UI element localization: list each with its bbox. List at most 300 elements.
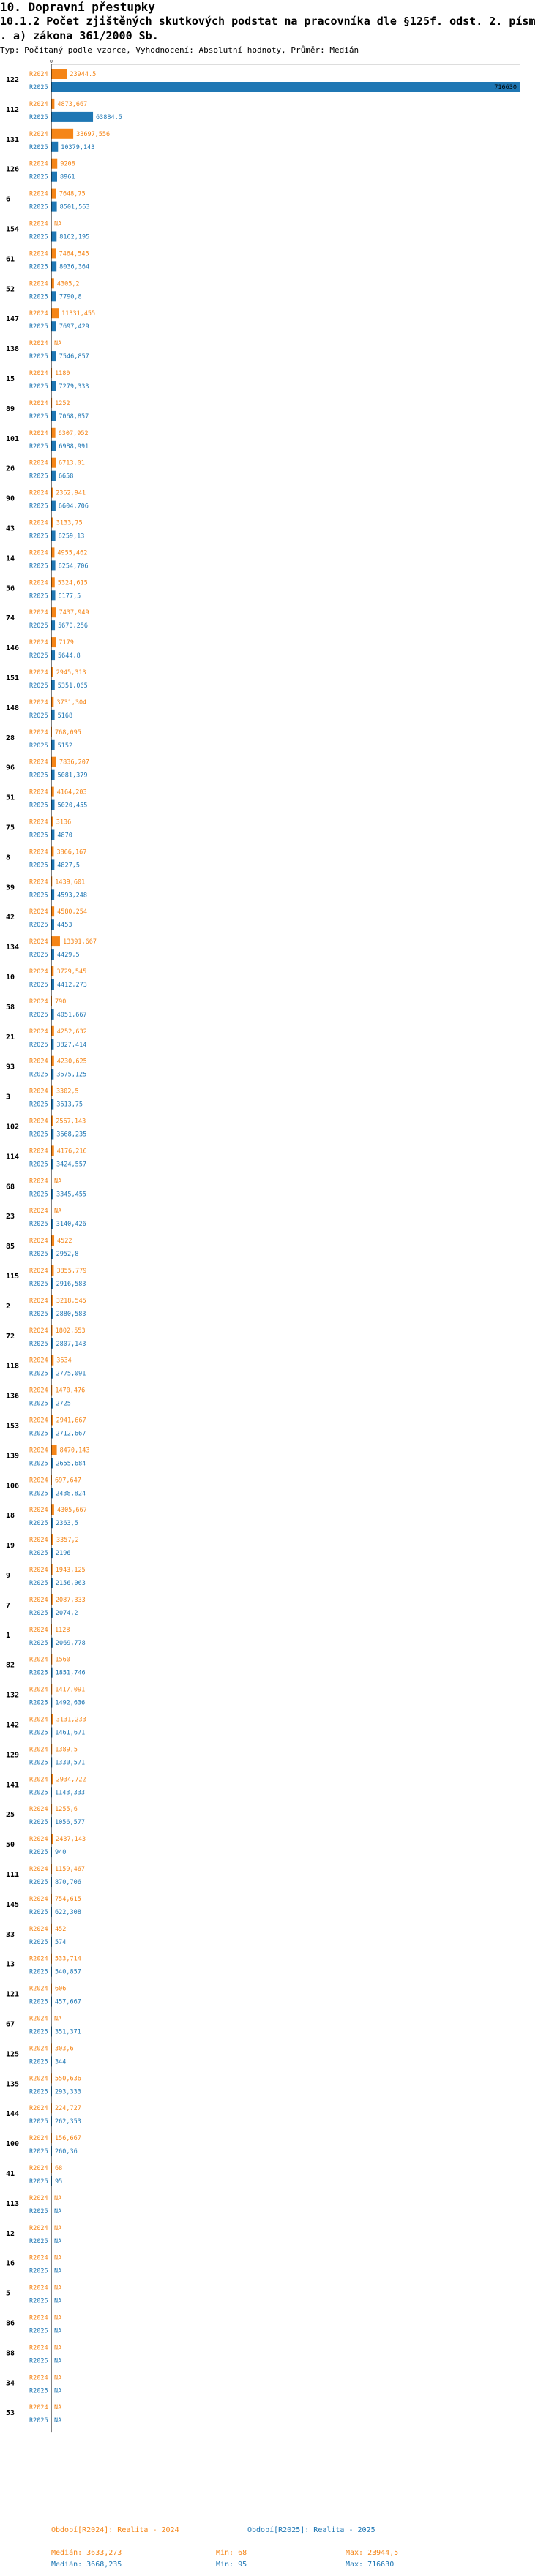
category-label: 122 <box>6 76 20 84</box>
series-label-r2025: R2025 <box>29 1669 48 1677</box>
bar-r2024 <box>51 1265 53 1276</box>
data-label-r2025: 716630 <box>494 84 517 91</box>
data-label-r2025: 1461,671 <box>55 1729 86 1737</box>
bar-r2025 <box>51 590 56 600</box>
series-label-r2024: R2024 <box>29 2224 48 2232</box>
data-label-r2024: 23944.5 <box>70 71 97 78</box>
data-label-r2024: 156,667 <box>55 2135 81 2143</box>
x-tick-label: 0 <box>49 60 53 64</box>
series-label-r2024: R2024 <box>29 788 48 796</box>
category-label: 101 <box>6 434 20 443</box>
category-label: 147 <box>6 315 20 324</box>
series-label-r2024: R2024 <box>29 1806 48 1814</box>
series-label-r2024: R2024 <box>29 1895 48 1903</box>
bar-r2024 <box>51 637 56 647</box>
data-label-r2025: 351,371 <box>55 2028 81 2036</box>
data-label-r2024: 3731,304 <box>56 698 87 707</box>
category-label: 58 <box>6 1003 15 1012</box>
data-label-r2025: 5351,065 <box>57 682 88 690</box>
series-label-r2024: R2024 <box>29 1447 48 1455</box>
data-label-r2025: 2725 <box>56 1400 71 1408</box>
category-label: 145 <box>6 1900 20 1909</box>
series-label-r2024: R2024 <box>29 2344 48 2352</box>
category-label: 33 <box>6 1930 15 1939</box>
series-label-r2024: R2024 <box>29 1268 48 1275</box>
bar-r2025 <box>51 501 56 511</box>
category-label: 90 <box>6 494 15 503</box>
series-label-r2025: R2025 <box>29 2088 48 2096</box>
category-label: 42 <box>6 914 15 922</box>
series-label-r2024: R2024 <box>29 1686 48 1694</box>
series-label-r2025: R2025 <box>29 1340 48 1348</box>
data-label-r2024: 4164,203 <box>56 788 87 796</box>
series-label-r2024: R2024 <box>29 340 48 348</box>
category-label: 106 <box>6 1482 20 1491</box>
data-label-r2025: 3140,426 <box>56 1221 86 1229</box>
series-label-r2025: R2025 <box>29 203 48 211</box>
data-label-r2024: 6307,952 <box>58 429 89 437</box>
data-label-r2024: 3218,545 <box>56 1297 86 1305</box>
series-label-r2025: R2025 <box>29 1161 48 1169</box>
data-label-r2024: 606 <box>55 1985 67 1993</box>
data-label-r2025: 4593,248 <box>57 892 88 900</box>
series-label-r2025: R2025 <box>29 2357 48 2365</box>
data-label-r2025: NA <box>54 2237 62 2245</box>
category-label: 136 <box>6 1392 20 1401</box>
bar-r2025 <box>51 770 55 780</box>
bar-r2025 <box>51 680 55 690</box>
series-label-r2024: R2024 <box>29 2045 48 2053</box>
category-label: 21 <box>6 1033 15 1042</box>
series-label-r2025: R2025 <box>29 952 48 960</box>
data-label-r2024: NA <box>54 1208 62 1216</box>
category-label: 12 <box>6 2229 15 2238</box>
chart-subtitle: Typ: Počítaný podle vzorce, Vyhodnocení: Absolutní hodnoty, Průměr: Medián <box>0 45 359 55</box>
category-label: 51 <box>6 794 15 802</box>
series-label-r2024: R2024 <box>29 250 48 258</box>
data-label-r2024: 1560 <box>55 1656 70 1664</box>
bar-r2024 <box>51 129 73 139</box>
chart-title-line-2: . a) zákona 361/2000 Sb. <box>0 29 159 42</box>
series-label-r2024: R2024 <box>29 758 48 767</box>
data-label-r2024: 2087,333 <box>55 1596 86 1604</box>
series-label-r2024: R2024 <box>29 1088 48 1096</box>
series-label-r2024: R2024 <box>29 1058 48 1066</box>
series-label-r2024: R2024 <box>29 1148 48 1156</box>
bar-chart <box>0 60 549 2510</box>
data-label-r2025: 2156,063 <box>55 1580 86 1587</box>
data-label-r2025: 8501,563 <box>59 203 90 211</box>
data-label-r2025: 3675,125 <box>56 1071 87 1079</box>
series-label-r2024: R2024 <box>29 908 48 916</box>
bar-r2025 <box>51 620 55 630</box>
data-label-r2024: 3357,2 <box>56 1537 79 1545</box>
bar-r2024 <box>51 159 57 169</box>
series-label-r2025: R2025 <box>29 2417 48 2425</box>
bar-r2025 <box>51 919 54 930</box>
data-label-r2024: 1417,091 <box>55 1686 86 1694</box>
bar-r2025 <box>51 830 54 840</box>
data-label-r2024: 7464,545 <box>59 250 89 258</box>
data-label-r2025: 5152 <box>57 742 73 750</box>
series-label-r2025: R2025 <box>29 922 48 930</box>
data-label-r2025: 6604,706 <box>58 502 89 511</box>
series-label-r2024: R2024 <box>29 130 48 138</box>
series-label-r2025: R2025 <box>29 143 48 151</box>
data-label-r2024: 790 <box>55 998 67 1006</box>
category-label: 41 <box>6 2170 15 2178</box>
data-label-r2024: 5324,615 <box>57 579 88 587</box>
series-label-r2024: R2024 <box>29 1716 48 1724</box>
series-label-r2025: R2025 <box>29 1819 48 1827</box>
data-label-r2024: 1180 <box>55 370 70 377</box>
series-label-r2024: R2024 <box>29 968 48 976</box>
data-label-r2024: 7437,949 <box>59 609 89 617</box>
data-label-r2025: 6177,5 <box>58 592 81 600</box>
data-label-r2025: 2775,091 <box>56 1370 86 1378</box>
data-label-r2025: 8036,364 <box>59 263 90 271</box>
series-label-r2024: R2024 <box>29 669 48 677</box>
category-label: 28 <box>6 734 15 742</box>
data-label-r2025: 7790,8 <box>59 293 82 301</box>
series-label-r2024: R2024 <box>29 1596 48 1604</box>
data-label-r2025: 940 <box>55 1849 67 1857</box>
data-label-r2025: 6988,991 <box>59 442 89 451</box>
data-label-r2024: 13391,667 <box>62 938 97 946</box>
data-label-r2025: 2363,5 <box>56 1520 78 1528</box>
series-label-r2024: R2024 <box>29 1985 48 1993</box>
series-label-r2025: R2025 <box>29 1968 48 1976</box>
section-title: 10. Dopravní přestupky <box>0 0 155 14</box>
series-label-r2025: R2025 <box>29 562 48 570</box>
bar-r2024 <box>51 278 54 288</box>
series-label-r2025: R2025 <box>29 173 48 181</box>
category-label: 15 <box>6 375 15 383</box>
data-label-r2025: 622,308 <box>55 1908 81 1916</box>
series-label-r2025: R2025 <box>29 1580 48 1587</box>
series-label-r2024: R2024 <box>29 160 48 168</box>
data-label-r2025: 8162,195 <box>59 233 90 241</box>
data-label-r2024: 3302,5 <box>56 1088 79 1096</box>
series-label-r2025: R2025 <box>29 1251 48 1259</box>
bar-r2025 <box>51 202 57 212</box>
category-label: 142 <box>6 1721 20 1730</box>
category-label: 154 <box>6 225 20 234</box>
series-label-r2025: R2025 <box>29 652 48 660</box>
data-label-r2025: 95 <box>55 2178 63 2185</box>
data-label-r2024: 550,636 <box>55 2075 81 2083</box>
category-label: 96 <box>6 764 15 772</box>
series-label-r2025: R2025 <box>29 2207 48 2215</box>
category-label: 100 <box>6 2140 20 2149</box>
data-label-r2024: 3866,167 <box>56 848 87 856</box>
data-label-r2024: 1943,125 <box>55 1567 86 1574</box>
data-label-r2024: 303,6 <box>55 2045 74 2053</box>
data-label-r2024: 6713,01 <box>58 459 85 467</box>
data-label-r2025: 3424,557 <box>56 1161 87 1169</box>
data-label-r2024: 2934,722 <box>56 1776 86 1784</box>
series-label-r2025: R2025 <box>29 1131 48 1139</box>
series-label-r2025: R2025 <box>29 2327 48 2335</box>
bar-r2025 <box>51 1009 54 1020</box>
category-label: 153 <box>6 1422 20 1431</box>
data-label-r2024: NA <box>54 2344 62 2352</box>
bar-r2024 <box>51 1445 57 1455</box>
data-label-r2025: 4429,5 <box>56 952 80 960</box>
category-label: 115 <box>6 1273 20 1281</box>
data-label-r2025: 1492,636 <box>55 1699 86 1707</box>
legend-r2024-max: Max: 23944,5 <box>346 2549 399 2557</box>
series-label-r2024: R2024 <box>29 609 48 617</box>
category-label: 2 <box>6 1302 11 1311</box>
data-label-r2024: 4176,216 <box>56 1148 87 1156</box>
data-label-r2024: 1439,601 <box>55 878 86 886</box>
bar-r2024 <box>51 1235 54 1246</box>
data-label-r2024: NA <box>54 2254 62 2262</box>
category-label: 112 <box>6 105 20 114</box>
category-label: 114 <box>6 1153 20 1161</box>
series-label-r2025: R2025 <box>29 2178 48 2185</box>
data-label-r2025: 5670,256 <box>58 622 89 630</box>
series-label-r2025: R2025 <box>29 1998 48 2006</box>
category-label: 135 <box>6 2080 20 2089</box>
data-label-r2024: 754,615 <box>55 1895 81 1903</box>
data-label-r2024: NA <box>54 2404 62 2412</box>
series-label-r2025: R2025 <box>29 1879 48 1886</box>
series-label-r2025: R2025 <box>29 413 48 421</box>
series-label-r2025: R2025 <box>29 2118 48 2126</box>
series-label-r2025: R2025 <box>29 1101 48 1109</box>
data-label-r2024: 1255,6 <box>55 1806 78 1814</box>
series-label-r2025: R2025 <box>29 1281 48 1288</box>
category-label: 53 <box>6 2409 15 2418</box>
series-label-r2025: R2025 <box>29 233 48 241</box>
data-label-r2025: 344 <box>55 2058 67 2066</box>
bar-r2025 <box>51 441 56 451</box>
bar-r2024 <box>51 1026 54 1036</box>
series-label-r2024: R2024 <box>29 1746 48 1754</box>
series-label-r2025: R2025 <box>29 323 48 331</box>
series-label-r2024: R2024 <box>29 2135 48 2143</box>
series-label-r2025: R2025 <box>29 1400 48 1408</box>
category-label: 39 <box>6 884 15 892</box>
data-label-r2025: 2655,684 <box>56 1460 86 1468</box>
data-label-r2025: NA <box>54 2387 62 2395</box>
category-label: 23 <box>6 1213 15 1221</box>
bar-r2025 <box>51 889 54 900</box>
series-label-r2025: R2025 <box>29 982 48 989</box>
series-label-r2025: R2025 <box>29 2267 48 2275</box>
data-label-r2024: NA <box>54 1178 62 1186</box>
data-label-r2025: 4412,273 <box>56 982 87 989</box>
data-label-r2024: NA <box>54 2194 62 2202</box>
data-label-r2024: 2567,143 <box>56 1118 86 1126</box>
data-label-r2025: 2916,583 <box>56 1281 86 1288</box>
data-label-r2025: 1851,746 <box>55 1669 86 1677</box>
data-label-r2025: 5081,379 <box>57 772 88 780</box>
bar-r2024 <box>51 547 54 557</box>
data-label-r2024: NA <box>54 340 62 348</box>
series-label-r2025: R2025 <box>29 1729 48 1737</box>
series-label-r2024: R2024 <box>29 1567 48 1574</box>
category-label: 125 <box>6 2050 20 2059</box>
category-label: 144 <box>6 2110 20 2119</box>
category-label: 141 <box>6 1781 20 1790</box>
data-label-r2025: 5644,8 <box>58 652 81 660</box>
data-label-r2025: 1330,571 <box>55 1759 86 1767</box>
data-label-r2025: 574 <box>55 1938 67 1946</box>
category-label: 102 <box>6 1123 20 1131</box>
data-label-r2024: 3133,75 <box>56 519 83 527</box>
data-label-r2024: 1252 <box>55 399 70 407</box>
data-label-r2025: 5168 <box>57 712 73 720</box>
data-label-r2024: NA <box>54 220 62 228</box>
category-label: 138 <box>6 345 20 354</box>
category-label: 16 <box>6 2259 15 2268</box>
series-label-r2024: R2024 <box>29 489 48 497</box>
series-label-r2025: R2025 <box>29 1221 48 1229</box>
bar-r2024 <box>51 1145 54 1156</box>
series-label-r2024: R2024 <box>29 2254 48 2262</box>
series-label-r2024: R2024 <box>29 71 48 78</box>
legend <box>0 2520 549 2576</box>
legend-r2024-median: Medián: 3633,273 <box>51 2549 122 2557</box>
series-label-r2025: R2025 <box>29 1310 48 1318</box>
data-label-r2024: NA <box>54 2015 62 2023</box>
category-label: 148 <box>6 704 20 712</box>
series-label-r2024: R2024 <box>29 2374 48 2382</box>
data-label-r2025: 6658 <box>58 472 74 481</box>
category-label: 5 <box>6 2289 11 2298</box>
series-label-r2025: R2025 <box>29 1041 48 1049</box>
category-label: 1 <box>6 1631 11 1640</box>
series-label-r2024: R2024 <box>29 2194 48 2202</box>
series-label-r2024: R2024 <box>29 1118 48 1126</box>
category-label: 52 <box>6 285 15 294</box>
data-label-r2025: 63884.5 <box>96 113 122 121</box>
data-label-r2025: 540,857 <box>55 1968 81 1976</box>
data-label-r2025: 3668,235 <box>56 1131 87 1139</box>
category-label: 43 <box>6 524 15 533</box>
data-label-r2025: 7546,857 <box>59 353 89 361</box>
legend-r2025-title: Období[R2025]: Realita - 2025 <box>247 2526 376 2534</box>
series-label-r2024: R2024 <box>29 1417 48 1425</box>
category-label: 113 <box>6 2199 20 2208</box>
category-label: 8 <box>6 854 11 862</box>
data-label-r2025: 2074,2 <box>55 1609 78 1617</box>
data-label-r2024: 1470,476 <box>55 1387 86 1395</box>
data-label-r2025: NA <box>54 2267 62 2275</box>
category-label: 121 <box>6 1990 20 1999</box>
series-label-r2024: R2024 <box>29 698 48 707</box>
bar-r2025 <box>51 949 54 960</box>
series-label-r2024: R2024 <box>29 2404 48 2412</box>
data-label-r2024: 4252,632 <box>56 1028 87 1036</box>
series-label-r2024: R2024 <box>29 848 48 856</box>
series-label-r2024: R2024 <box>29 1297 48 1305</box>
data-label-r2025: 870,706 <box>55 1879 81 1886</box>
data-label-r2024: 4305,2 <box>56 280 80 288</box>
series-label-r2024: R2024 <box>29 1836 48 1844</box>
bar-r2025 <box>51 172 57 182</box>
series-label-r2025: R2025 <box>29 2237 48 2245</box>
bar-r2025 <box>51 859 54 870</box>
series-label-r2024: R2024 <box>29 2105 48 2113</box>
data-label-r2025: 3613,75 <box>56 1101 83 1109</box>
data-label-r2024: 4955,462 <box>57 549 88 557</box>
series-label-r2024: R2024 <box>29 1507 48 1515</box>
bar-r2024 <box>51 607 56 617</box>
legend-r2024-min: Min: 68 <box>216 2549 247 2557</box>
category-label: 85 <box>6 1243 15 1251</box>
series-label-r2025: R2025 <box>29 1550 48 1558</box>
chart-title-line-1: 10.1.2 Počet zjištěných skutkových podstat na pracovníka dle §125f. odst. 2. písm <box>0 15 536 28</box>
category-label: 131 <box>6 135 20 144</box>
bar-r2024 <box>51 428 56 438</box>
category-label: 68 <box>6 1183 15 1191</box>
category-label: 14 <box>6 554 15 563</box>
data-label-r2025: 7279,333 <box>59 383 89 391</box>
bar-r2024 <box>51 846 53 856</box>
data-label-r2025: 1056,577 <box>55 1819 85 1827</box>
series-label-r2025: R2025 <box>29 1938 48 1946</box>
category-label: 93 <box>6 1063 15 1072</box>
data-label-r2025: 2952,8 <box>56 1251 79 1259</box>
series-label-r2024: R2024 <box>29 2314 48 2322</box>
series-label-r2025: R2025 <box>29 532 48 541</box>
category-label: 88 <box>6 2349 15 2358</box>
series-label-r2024: R2024 <box>29 1327 48 1335</box>
bar-r2024 <box>51 1056 54 1066</box>
legend-r2025-min: Min: 95 <box>216 2561 247 2569</box>
data-label-r2025: 457,667 <box>55 1998 81 2006</box>
series-label-r2025: R2025 <box>29 1639 48 1647</box>
data-label-r2024: NA <box>54 2374 62 2382</box>
bar-r2025 <box>51 560 56 570</box>
data-label-r2024: 4522 <box>57 1238 72 1246</box>
bar-r2024 <box>51 936 60 946</box>
category-label: 18 <box>6 1512 15 1521</box>
series-label-r2025: R2025 <box>29 892 48 900</box>
data-label-r2024: 4873,667 <box>57 100 88 108</box>
bar-r2025 <box>51 261 56 271</box>
bar-r2025 <box>51 800 54 810</box>
data-label-r2024: 1128 <box>55 1626 70 1634</box>
data-label-r2024: 3855,779 <box>56 1268 87 1275</box>
series-label-r2025: R2025 <box>29 353 48 361</box>
data-label-r2025: 5020,455 <box>57 802 88 810</box>
data-label-r2024: 4580,254 <box>57 908 88 916</box>
series-label-r2025: R2025 <box>29 293 48 301</box>
series-label-r2025: R2025 <box>29 682 48 690</box>
bar-r2024 <box>51 757 56 767</box>
category-label: 111 <box>6 1871 20 1879</box>
data-label-r2025: NA <box>54 2207 62 2215</box>
legend-r2024-title: Období[R2024]: Realita - 2024 <box>51 2526 179 2534</box>
series-label-r2024: R2024 <box>29 998 48 1006</box>
category-label: 89 <box>6 404 15 413</box>
data-label-r2025: 1143,333 <box>55 1789 85 1797</box>
data-label-r2024: 4230,625 <box>56 1058 87 1066</box>
data-label-r2024: 2945,313 <box>56 669 86 677</box>
series-label-r2024: R2024 <box>29 1656 48 1664</box>
series-label-r2024: R2024 <box>29 639 48 647</box>
category-label: 67 <box>6 2020 15 2029</box>
category-label: 129 <box>6 1751 20 1760</box>
series-label-r2025: R2025 <box>29 862 48 870</box>
category-label: 75 <box>6 824 15 832</box>
category-label: 139 <box>6 1452 20 1461</box>
